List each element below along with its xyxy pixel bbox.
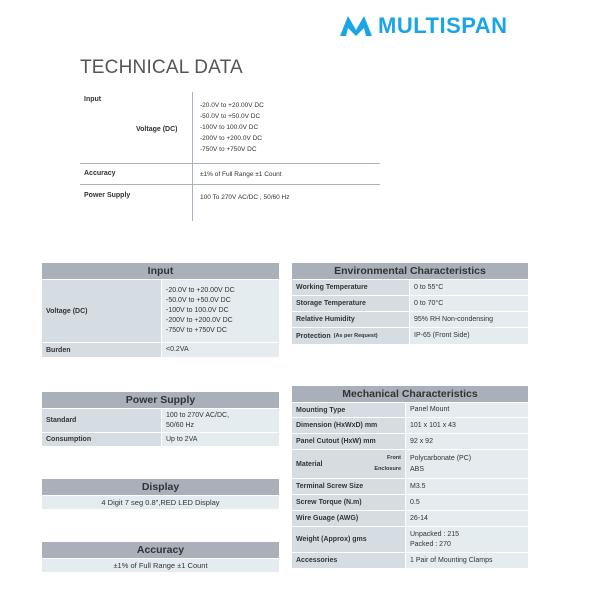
consumption-label: Consumption <box>42 433 162 446</box>
mech-value: 26-14 <box>406 511 528 526</box>
accuracy-value: ±1% of Full Range ±1 Count <box>42 558 279 572</box>
input-voltage-label: Voltage (DC) <box>42 280 162 342</box>
input-table <box>42 263 279 357</box>
input-range: -20.0V to +20.00V DC <box>166 287 235 294</box>
mech-label: Mounting Type <box>292 403 406 417</box>
table-row <box>292 417 528 433</box>
weight-value: Unpacked : 215 <box>410 530 460 538</box>
mech-label: Panel Cutout (HxW) mm <box>292 434 406 449</box>
summary-accuracy-value: ±1% of Full Range ±1 Count <box>200 171 282 178</box>
summary-accuracy-label: Accuracy <box>84 170 116 177</box>
display-table-header: Display <box>42 479 279 495</box>
summary-divider <box>192 185 193 221</box>
mech-value: 101 x 101 x 43 <box>406 418 528 433</box>
mech-value: 92 x 92 <box>406 434 528 449</box>
input-table-header: Input <box>42 263 279 279</box>
environmental-table <box>292 263 528 344</box>
summary-divider <box>192 164 193 184</box>
table-row <box>292 433 528 449</box>
mech-label: Wire Guage (AWG) <box>292 511 406 526</box>
mech-table-header: Mechanical Characteristics <box>292 386 528 402</box>
summary-block <box>80 92 380 209</box>
env-label: Storage Temperature <box>292 296 410 311</box>
burden-label: Burden <box>42 343 162 357</box>
table-row <box>42 408 279 432</box>
material-enclosure-label: Enclosure <box>374 466 401 472</box>
table-row <box>292 279 528 295</box>
env-label: Protection <box>296 332 331 340</box>
env-value: 0 to 55°C <box>410 280 528 295</box>
accuracy-table <box>42 542 279 572</box>
env-value: 95% RH Non-condensing <box>410 312 528 327</box>
table-row <box>42 432 279 446</box>
env-value: 0 to 70°C <box>410 296 528 311</box>
material-values <box>406 450 528 478</box>
summary-range: -50.0V to +50.0V DC <box>200 113 261 120</box>
table-row <box>42 342 279 357</box>
mechanical-table <box>292 386 528 568</box>
mech-value: 1 Pair of Mounting Clamps <box>406 553 528 568</box>
summary-range: -200V to +200.0V DC <box>200 135 262 142</box>
mech-value: 0.5 <box>406 495 528 510</box>
material-label-cell <box>292 450 406 478</box>
mech-label: Dimension (HxWxD) mm <box>292 418 406 433</box>
table-row <box>292 494 528 510</box>
summary-power-row <box>80 185 380 209</box>
summary-voltage-label: Voltage (DC) <box>136 126 178 133</box>
table-row <box>292 402 528 417</box>
table-row <box>42 279 279 342</box>
input-range: -750V to +750V DC <box>166 327 227 334</box>
brand-name: MULTISPAN <box>378 13 508 38</box>
table-row <box>292 526 528 552</box>
multispan-logo <box>340 14 508 38</box>
display-table <box>42 479 279 509</box>
table-row <box>292 510 528 526</box>
env-protection-label-cell <box>292 328 410 344</box>
input-range: -50.0V to +50.0V DC <box>166 297 231 304</box>
table-row <box>292 311 528 327</box>
standard-value <box>162 409 279 432</box>
material-enclosure-value: ABS <box>410 466 425 473</box>
material-label: Material <box>296 460 323 468</box>
weight-values <box>406 527 528 552</box>
material-front-label: Front <box>386 455 401 461</box>
weight-value: Packed : 270 <box>410 540 451 548</box>
multispan-m-icon <box>340 16 372 36</box>
env-label: Relative Humidity <box>292 312 410 327</box>
display-value: 4 Digit 7 seg 0.8",RED LED Display <box>42 495 279 509</box>
mech-value: Panel Mount <box>406 403 528 417</box>
mech-value: M3.5 <box>406 479 528 494</box>
table-row <box>292 327 528 344</box>
standard-label: Standard <box>42 409 162 432</box>
table-row <box>292 295 528 311</box>
summary-range: -20.0V to +20.00V DC <box>200 102 264 109</box>
table-row <box>292 478 528 494</box>
summary-input-label: Input <box>84 96 102 103</box>
power-supply-table <box>42 392 279 446</box>
env-label: Working Temperature <box>292 280 410 295</box>
env-value: IP-65 (Front Side) <box>410 328 528 344</box>
input-voltage-values <box>162 280 279 342</box>
summary-power-label: Power Supply <box>84 192 131 199</box>
page-title: TECHNICAL DATA <box>80 57 243 78</box>
env-table-header: Environmental Characteristics <box>292 263 528 279</box>
env-sub-label: (As per Request) <box>333 333 378 339</box>
summary-voltage-values <box>200 100 264 155</box>
power-table-header: Power Supply <box>42 392 279 408</box>
summary-input-row <box>80 92 380 164</box>
material-front-value: Polycarbonate (PC) <box>410 455 472 462</box>
table-row <box>292 449 528 478</box>
input-range: -200V to +200.0V DC <box>166 317 233 324</box>
summary-accuracy-row <box>80 164 380 185</box>
standard-value-line: 100 to 270V AC/DC, <box>166 411 230 419</box>
consumption-value: Up to 2VA <box>162 433 279 446</box>
accuracy-table-header: Accuracy <box>42 542 279 558</box>
mech-label: Screw Torque (N.m) <box>292 495 406 510</box>
summary-range: -750V to +750V DC <box>200 146 257 153</box>
mech-label: Weight (Approx) gms <box>292 527 406 552</box>
burden-value: <0.2VA <box>162 343 279 357</box>
mech-label: Terminal Screw Size <box>292 479 406 494</box>
summary-power-value: 100 To 270V AC/DC , 50/60 Hz <box>200 194 290 201</box>
standard-value-line: 50/60 Hz <box>166 421 195 429</box>
summary-range: -100V to 100.0V DC <box>200 124 259 131</box>
input-range: -100V to 100.0V DC <box>166 307 229 314</box>
summary-divider <box>192 92 193 163</box>
mech-label: Accessories <box>292 553 406 568</box>
table-row <box>292 552 528 568</box>
